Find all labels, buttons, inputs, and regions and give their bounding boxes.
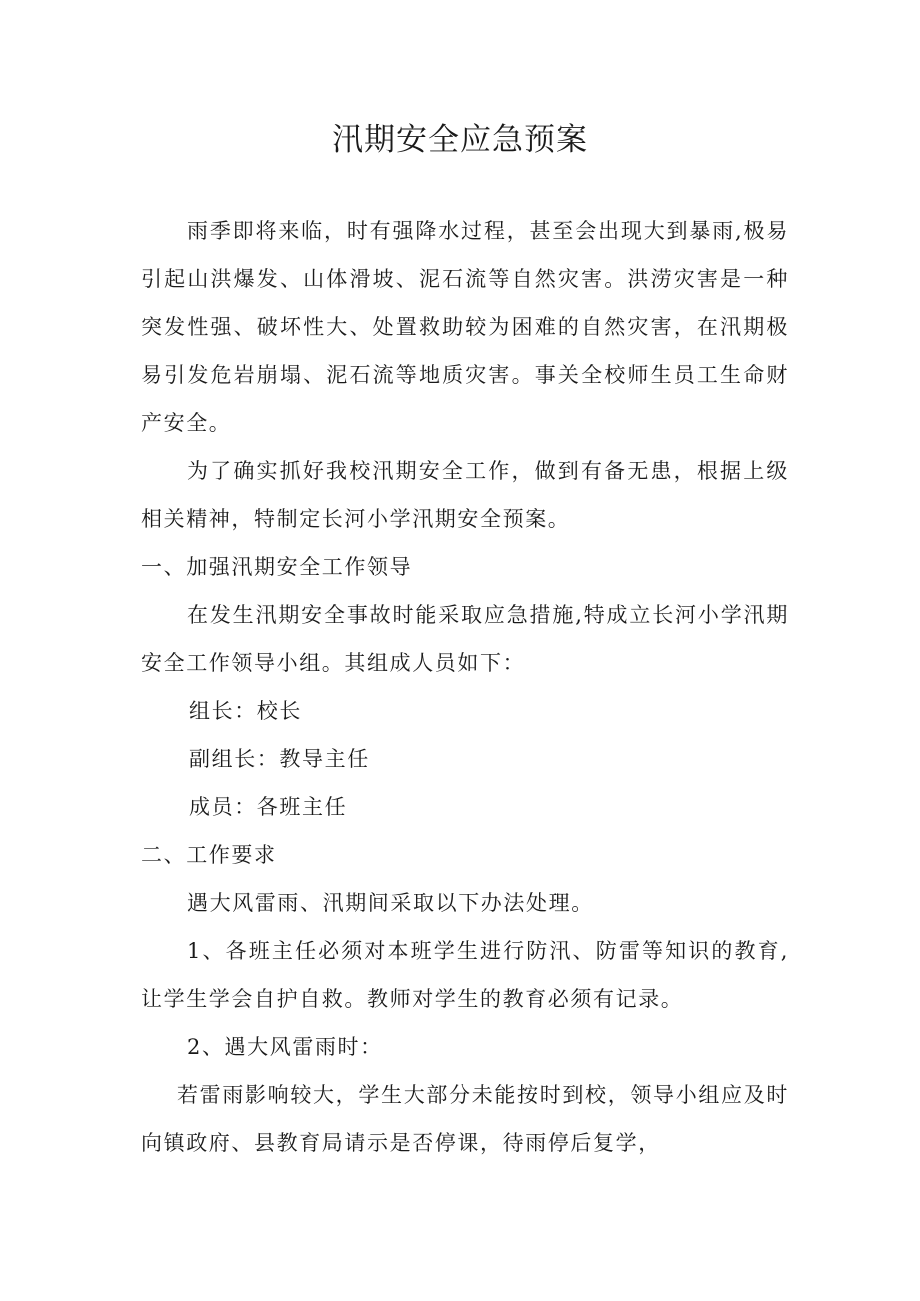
- document-body: [141, 207, 789, 1167]
- intro-paragraph-2: 为了确实抓好我校汛期安全工作，做到有备无患，根据上级相关精神，特制定长河小学汛期安全预案。: [141, 459, 789, 531]
- section-2-heading: 二、工作要求: [141, 843, 277, 867]
- member-members: 成员：各班主任: [189, 795, 348, 819]
- document-title: 汛期安全应急预案: [332, 122, 588, 158]
- member-leader: 组长：校长: [189, 699, 302, 723]
- section-1-heading: 一、加强汛期安全工作领导: [141, 555, 413, 579]
- section-2-intro: 遇大风雷雨、汛期间采取以下办法处理。: [187, 891, 594, 915]
- requirement-item-2: 2、遇大风雷雨时：: [187, 1035, 383, 1059]
- requirement-item-2-detail: 若雷雨影响较大，学生大部分未能按时到校，领导小组应及时向镇政府、县教育局请示是否停课，待雨停后复学，: [141, 1083, 789, 1155]
- intro-paragraph-1: 雨季即将来临，时有强降水过程，甚至会出现大到暴雨,极易引起山洪爆发、山体滑坡、泥石流等自然灾害。洪涝灾害是一种突发性强、破坏性大、处置救助较为困难的自然灾害，在汛期极易引发危岩崩塌、泥石流等地质灾害。事关全校师生员工生命财产安全。: [141, 219, 789, 435]
- requirement-item-1: 1、各班主任必须对本班学生进行防汛、防雷等知识的教育,让学生学会自护自救。教师对学生的教育必须有记录。: [141, 939, 789, 1011]
- section-1-intro: 在发生汛期安全事故时能采取应急措施,特成立长河小学汛期安全工作领导小组。其组成人员如下：: [141, 603, 789, 675]
- member-deputy-leader: 副组长：教导主任: [189, 747, 370, 771]
